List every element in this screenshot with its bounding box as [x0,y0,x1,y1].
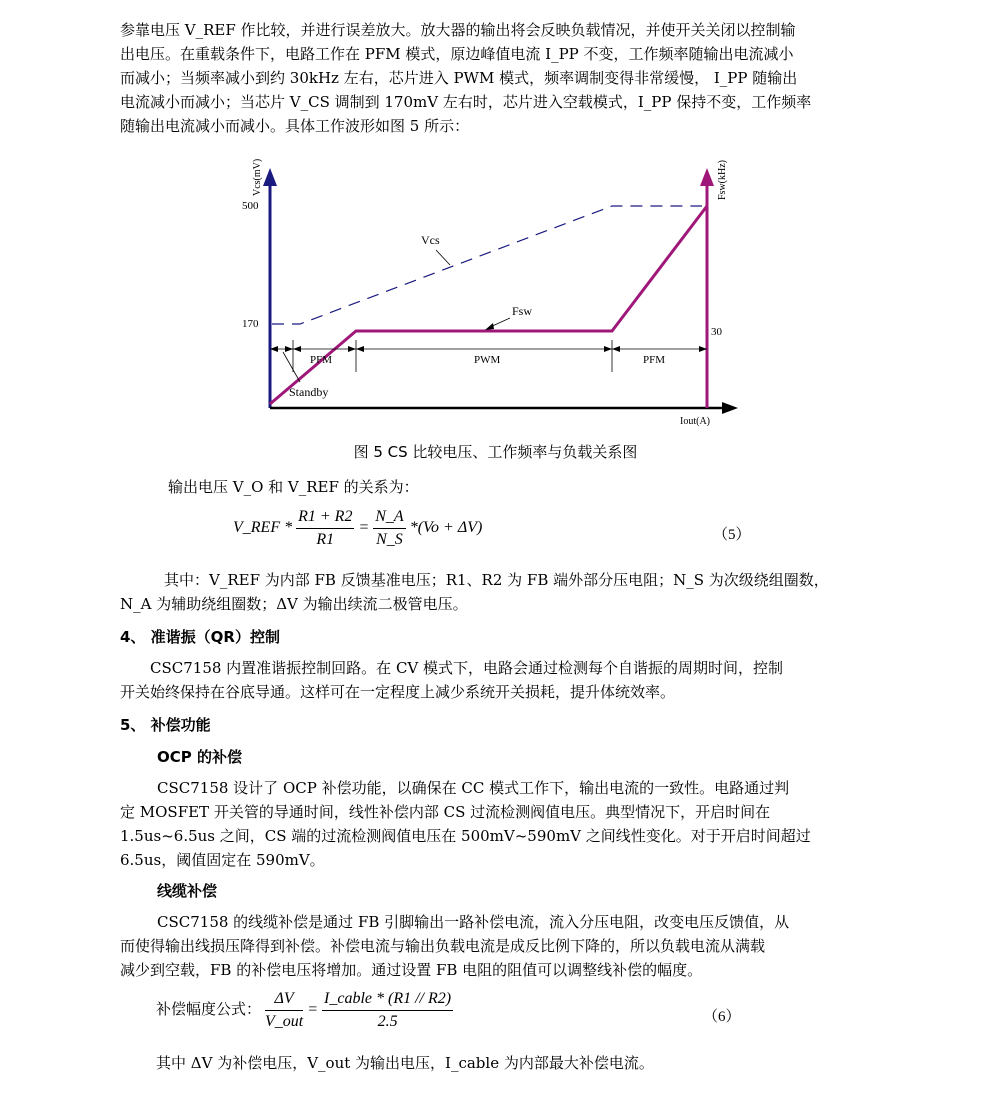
tick-170: 170 [242,318,259,330]
region-pfm-left: PFM [310,354,333,366]
relation-intro-text: 输出电压 V_O 和 V_REF 的关系为： [168,478,419,496]
eq5-equals: = [358,519,370,537]
vcs-dashed-line [272,206,702,324]
standby-pointer [283,352,300,382]
y-right-label: Fsw(kHz) [717,160,728,200]
vcs-label: Vcs [421,233,440,247]
ocp-line: CSC7158 设计了 OCP 补偿功能，以确保在 CC 模式工作下，输出电流的一致性。电路通过判 [157,779,790,797]
fsw-pointer-arrow-icon [485,323,494,330]
where-paragraph-2 [156,1051,856,1075]
section-4-heading: 4、 准谐振（QR）控制 [120,628,280,646]
region-pfm-right: PFM [643,354,666,366]
eq6-equals: = [307,1001,319,1019]
left-axis-arrow-icon [263,168,277,186]
x-label: Iout(A) [680,416,710,427]
eq6-num2: I_cable * (R1 // R2) [322,990,453,1011]
y-left-label: Vcs(mV) [252,158,263,196]
waveform-figure [0,0,991,440]
eq5-number: （5） [713,527,751,543]
eq5-lhs: V_REF [233,519,281,537]
eq6-fraction-2 [322,990,453,1031]
ocp-line: 6.5us，阈值固定在 590mV。 [120,851,325,869]
fsw-line [270,206,707,404]
region-pwm: PWM [474,354,501,366]
cable-line: CSC7158 的线缆补偿是通过 FB 引脚输出一路补偿电流，流入分压电阻，改变电压反馈值，从 [157,913,790,931]
figure-caption: 图 5 CS 比较电压、工作频率与负载关系图 [353,443,638,461]
ocp-paragraph [120,776,872,872]
tick-30: 30 [711,326,722,338]
intro-line: 电流减小而减小；当芯片 V_CS 调制到 170mV 左右时，芯片进入空载模式，I_PP 保持不变，工作频率 [120,93,812,111]
cable-line: 而使得输出线损压降得到补偿。补偿电流与输出负载电流是成反比例下降的，所以负载电流从满载 [120,937,766,955]
eq5-den2: N_S [376,531,403,548]
eq5-num2: N_A [373,508,405,529]
fsw-label: Fsw [512,304,533,318]
eq5-fraction-2 [373,508,405,549]
relation-intro [168,475,868,499]
right-axis-arrow-icon [700,168,714,186]
where-paragraph-1 [120,568,872,616]
tick-500: 500 [242,200,259,212]
ocp-line: 定 MOSFET 开关管的导通时间，线性补偿内部 CS 过流检测阀值电压。典型情况下，开启时间在 [120,803,771,821]
intro-line: 随输出电流减小而减小。具体工作波形如图 5 所示： [120,117,470,135]
eq5-den1: R1 [316,531,335,548]
eq5-fraction-1 [296,508,354,549]
eq6-fraction-1 [265,990,303,1031]
eq5-star: * [284,519,293,537]
x-axis-arrow-icon [722,402,738,414]
eq6-number: （6） [703,1009,741,1025]
section-4-line: CSC7158 内置准谐振控制回路。在 CV 模式下，电路会通过检测每个自谐振的周期时间，控制 [150,659,784,677]
eq5-num1: R1 + R2 [296,508,354,529]
cable-line: 减少到空载，FB 的补偿电压将增加。通过设置 FB 电阻的阻值可以调整线补偿的幅度。 [120,961,703,979]
eq6-den2: 2.5 [377,1013,398,1030]
standby-label: Standby [289,385,329,399]
eq5-rhs: *(Vo + ΔV) [409,519,483,537]
vcs-pointer [436,250,450,265]
section-5-heading: 5、 补偿功能 [120,716,211,734]
eq6-den1: V_out [265,1013,304,1030]
intro-line: 而减小；当频率减小到约 30kHz 左右，芯片进入 PWM 模式，频率调制变得非常缓慢， I_PP 随输出 [120,69,798,87]
equation-5 [233,508,482,549]
ocp-line: 1.5us~6.5us 之间，CS 端的过流检测阀值电压在 500mV~590mV 之间线性变化。对于开启时间超过 [120,827,811,845]
eq6-label: 补偿幅度公式： [156,1000,262,1019]
where2-line: 其中 ΔV 为补偿电压，V_out 为输出电压，I_cable 为内部最大补偿电流。 [156,1054,654,1072]
cable-heading: 线缆补偿 [157,882,218,900]
cable-paragraph [120,910,872,982]
eq6-num1: ΔV [265,990,303,1011]
equation-6 [156,990,453,1031]
intro-line: 参靠电压 V_REF 作比较，并进行误差放大。放大器的输出将会反映负载情况，并使开关关闭以控制输 [120,21,796,39]
where1-line: 其中：V_REF 为内部 FB 反馈基准电压；R1、R2 为 FB 端外部分压电阻；N_S 为次级绕组圈数， [164,571,829,589]
section-4-paragraph [120,656,872,704]
section-4-line: 开关始终保持在谷底导通。这样可在一定程度上减少系统开关损耗，提升体统效率。 [120,683,676,701]
where1-line: N_A 为辅助绕组圈数；ΔV 为输出续流二极管电压。 [120,595,468,613]
intro-line: 出电压。在重载条件下，电路工作在 PFM 模式，原边峰值电流 I_PP 不变，工作频率随输出电流减小 [120,45,794,63]
ocp-heading: OCP 的补偿 [157,748,242,766]
